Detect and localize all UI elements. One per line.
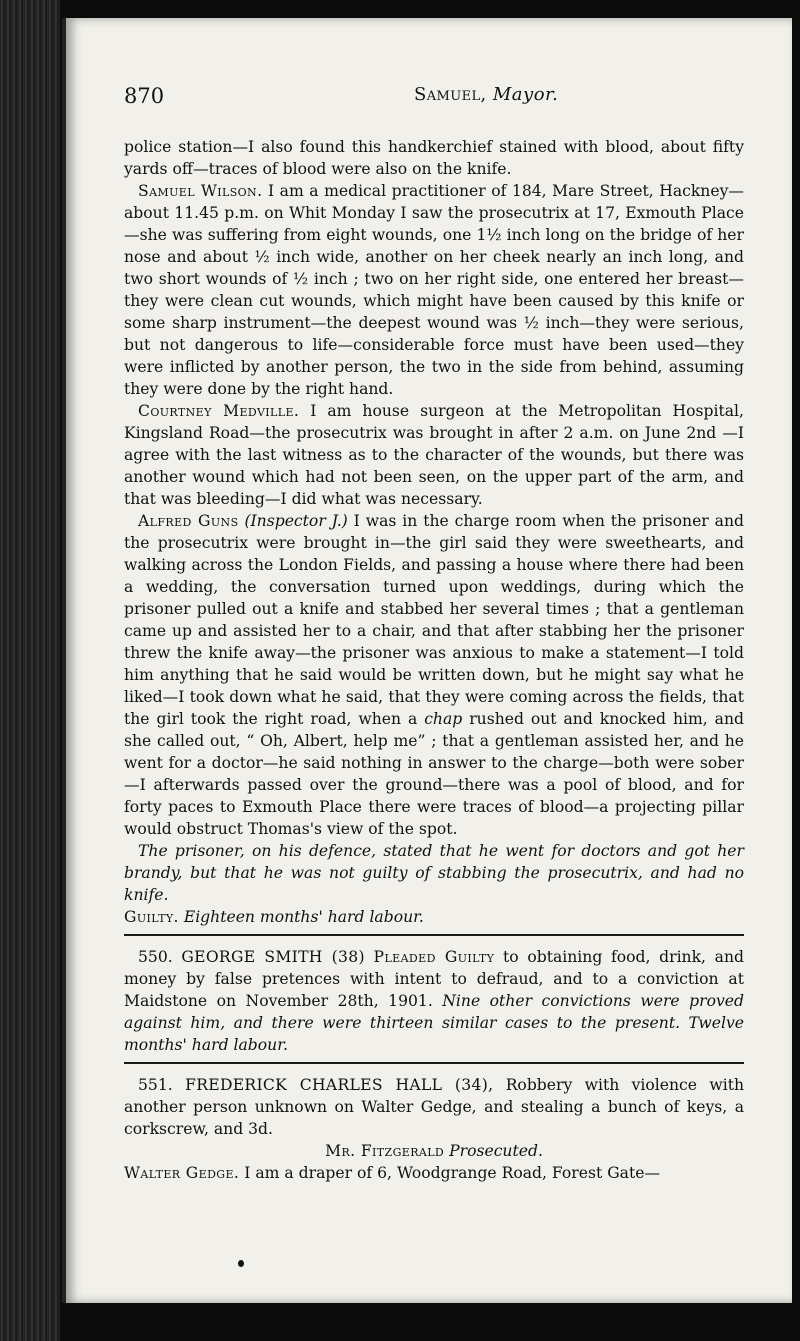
defence-statement: The prisoner, on his defence, stated that he went for doctors and got her brandy, but that he was not guilty of stabbing the prosecutrix, and had no knife. <box>124 842 744 904</box>
case-number: 551. <box>138 1076 173 1094</box>
testimony-courtney-medville <box>124 400 744 510</box>
case-divider <box>124 934 744 936</box>
page-body <box>124 136 744 1184</box>
prosecutor-name: Mr. Fitzgerald <box>325 1142 445 1160</box>
testimony-text: I am house surgeon at the Metropolitan Hospital, Kingsland Road—the prosecutrix was brought in after 2 a.m. on June 2nd —I agree with the last witness as to the character of the wounds, but there was another wound which had not been seen, on the upper part of the arm, and that was bleeding—I did what was necessary. <box>124 402 744 508</box>
defendant-name: GEORGE SMITH (38) <box>181 948 365 966</box>
prosecutor-role: Prosecuted. <box>449 1142 543 1160</box>
testimony-text-cont: rushed out and knocked him, and she called out, “ Oh, Albert, help me” ; that a gentleman assisted her, and he went for a doctor—he said nothing in answer to the charge—both were sober—I afterwards passed over the ground—there was a pool of blood, and for forty paces to Exmouth Place there were traces of blood—a projecting pillar would obstruct Thomas's view of the spot. <box>124 710 744 838</box>
testimony-samuel-wilson <box>124 180 744 400</box>
case-divider <box>124 1062 744 1064</box>
witness-name: Walter Gedge. <box>124 1164 240 1182</box>
case-charge: to obtaining food, drink, and money by false pretences with intent to defraud, and to a conviction at Maidstone on November 28th, 1901. <box>124 948 744 1010</box>
plea: Pleaded Guilty <box>373 948 495 966</box>
testimony-alfred-guns <box>124 510 744 840</box>
page-number: 870 <box>124 84 165 108</box>
witness-name: Alfred Guns <box>138 512 239 530</box>
testimony-text: I am a medical practitioner of 184, Mare Street, Hackney—about 11.45 p.m. on Whit Monday I saw the prosecutrix at 17, Exmouth Place—she was suffering from eight wounds, one 1½ inch long on the bridge of her nose and about ½ inch wide, another on her cheek nearly an inch long, and two short wounds of ½ inch ; two on her right side, one entered her breast—they were clean cut wounds, which might have been caused by this knife or some sharp instrument—the deepest wound was ½ inch—they were serious, but not dangerous to life—considerable force must have been used—they were inflicted by another person, the two in the side from behind, assuming they were done by the right hand. <box>124 182 744 398</box>
case-charge: Robbery with violence with another person unknown on Walter Gedge, and stealing a bunch of keys, a corkscrew, and 3d. <box>124 1076 745 1138</box>
book-page <box>62 18 792 1303</box>
testimony-text: I was in the charge room when the prisoner and the prosecutrix were brought in—the girl said they were sweethearts, and walking across the London Fields, and passing a house where there had been a wedding, the conversation turned upon weddings, during which the prisoner pulled out a knife and stabbed her several times ; that a gentleman came up and assisted her to a chair, and that after stabbing her the prisoner threw the knife away—the prisoner was anxious to make a statement—I told him anything that he said would be written down, but he might say what he liked—I took down what he said, that they were coming across the fields, that the girl took the right road, when a <box>124 512 744 728</box>
running-head-title: Mayor. <box>492 84 559 105</box>
witness-name: Courtney Medville. <box>138 402 300 420</box>
footer-signature-mark <box>238 1260 244 1267</box>
case-sentence: Nine other convictions were proved against him, and there were thirteen similar cases to the present. Twelve months' hard labour. <box>124 992 744 1054</box>
running-head-name: Samuel, <box>414 84 487 105</box>
paragraph-continuation: police station—I also found this handkerchief stained with blood, about fifty yards off—traces of blood were also on the knife. <box>124 138 744 178</box>
case-number: 550. <box>138 948 173 966</box>
book-spine-edge <box>0 0 60 1341</box>
witness-name: Samuel Wilson. <box>138 182 263 200</box>
verdict: Guilty. <box>124 908 179 926</box>
testimony-italic-word: chap <box>424 710 463 728</box>
case-550 <box>124 946 744 1056</box>
prosecution-line <box>124 1140 744 1162</box>
page-header <box>124 84 744 118</box>
case-551 <box>124 1074 744 1140</box>
defence-and-verdict <box>124 840 744 928</box>
testimony-walter-gedge <box>124 1162 744 1184</box>
running-head <box>414 84 558 105</box>
testimony-text: I am a draper of 6, Woodgrange Road, Forest Gate— <box>239 1164 661 1182</box>
sentence: Eighteen months' hard labour. <box>183 908 424 926</box>
defendant-name: FREDERICK CHARLES HALL (34), <box>185 1076 494 1094</box>
witness-role: (Inspector J.) <box>244 512 348 530</box>
